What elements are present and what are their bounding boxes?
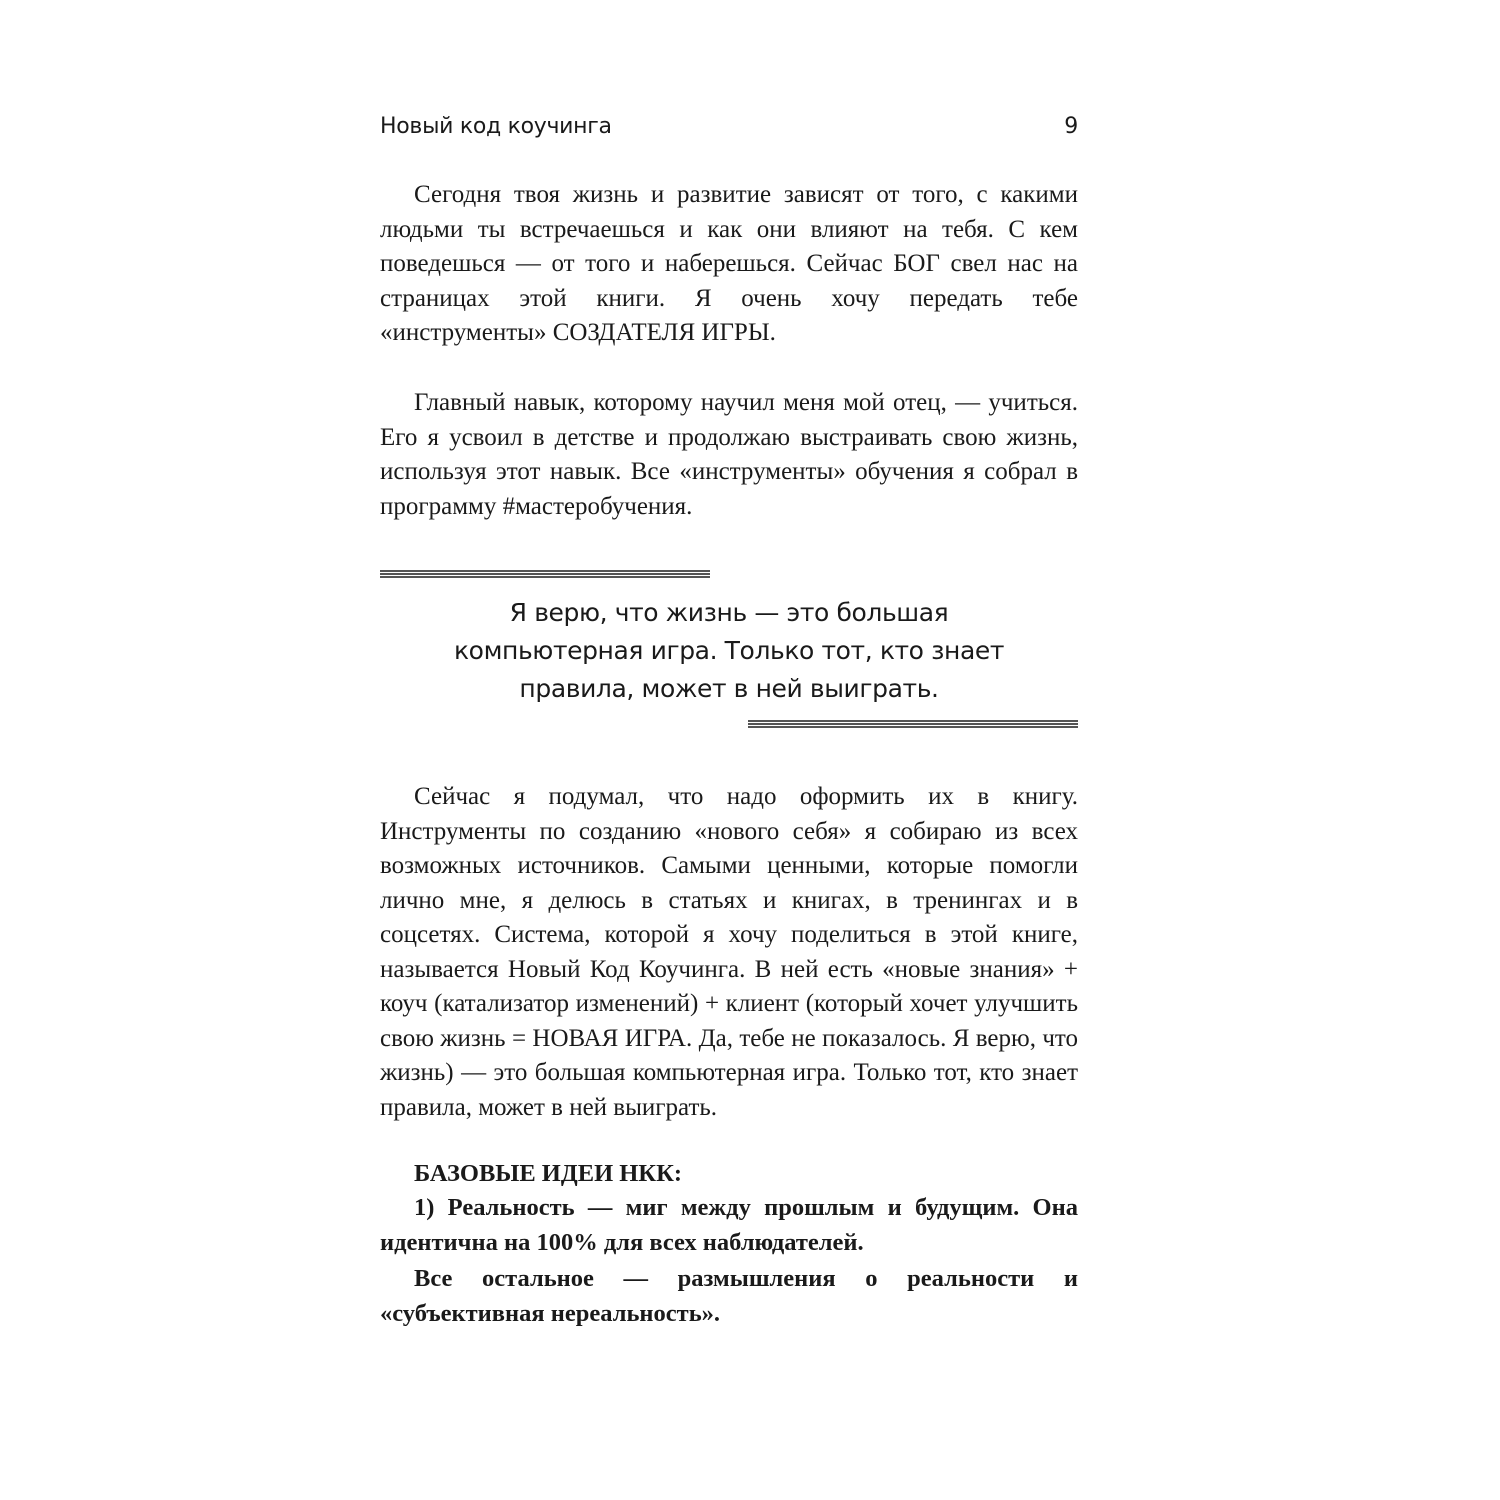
basics-item-1-note-block bbox=[380, 1262, 1078, 1331]
basics-item-1-block bbox=[380, 1191, 1078, 1260]
running-header bbox=[380, 112, 1078, 148]
pullquote bbox=[420, 594, 1038, 708]
book-title: Новый код коучинга bbox=[380, 114, 612, 139]
paragraph-main-skill: Главный навык, которому научил меня мой отец, — учиться. Его я усвоил в детстве и продолжаю выстраивать свою жизнь, используя этот навык. Все «инструменты» обучения я собрал в программу #мастеробучения. bbox=[380, 389, 1078, 520]
basics-heading-block bbox=[380, 1157, 1078, 1192]
page-number: 9 bbox=[1064, 114, 1078, 139]
pullquote-line: компьютерная игра. Только тот, кто знает bbox=[453, 636, 1005, 665]
pullquote-rule-top bbox=[380, 570, 710, 578]
basics-item-1: 1) Реальность — миг между прошлым и будущим. Она идентична на 100% для всех наблюдателей. bbox=[380, 1194, 1078, 1256]
pullquote-rule-bottom bbox=[748, 720, 1078, 728]
pullquote-line: Я верю, что жизнь — это большая bbox=[509, 598, 949, 627]
pullquote-line: правила, может в ней выиграть. bbox=[519, 674, 939, 703]
basics-heading: БАЗОВЫЕ ИДЕИ НКК: bbox=[414, 1160, 682, 1187]
paragraph-new-code: Сейчас я подумал, что надо оформить их в книгу. Инструменты по созданию «нового себя» я собираю из всех возможных источников. Самыми ценными, которые помогли лично мне, я делюсь в статьях и книгах, в тренингах и в соцсетях. Система, которой я хочу поделиться в этой книге, называется Новый Код Коучинга. В ней есть «новые знания» + коуч (катализатор изменений) + клиент (который хочет улучшить свою жизнь = НОВАЯ ИГРА. Да, тебе не показалось. Я верю, что жизнь) — это большая компьютерная игра. Только тот, кто знает правила, может в ней выиграть. bbox=[380, 783, 1078, 1121]
book-page bbox=[380, 0, 1078, 1500]
basics-item-1-note: Все остальное — размышления о реальности и «субъективная нереальность». bbox=[380, 1265, 1078, 1327]
paragraph-intro: Сегодня твоя жизнь и развитие зависят от того, с какими людьми ты встречаешься и как они влияют на тебя. С кем поведешься — от того и наберешься. Сейчас БОГ свел нас на страницах этой книги. Я очень хочу передать тебе «инструменты» СОЗДАТЕЛЯ ИГРЫ. bbox=[380, 181, 1078, 346]
